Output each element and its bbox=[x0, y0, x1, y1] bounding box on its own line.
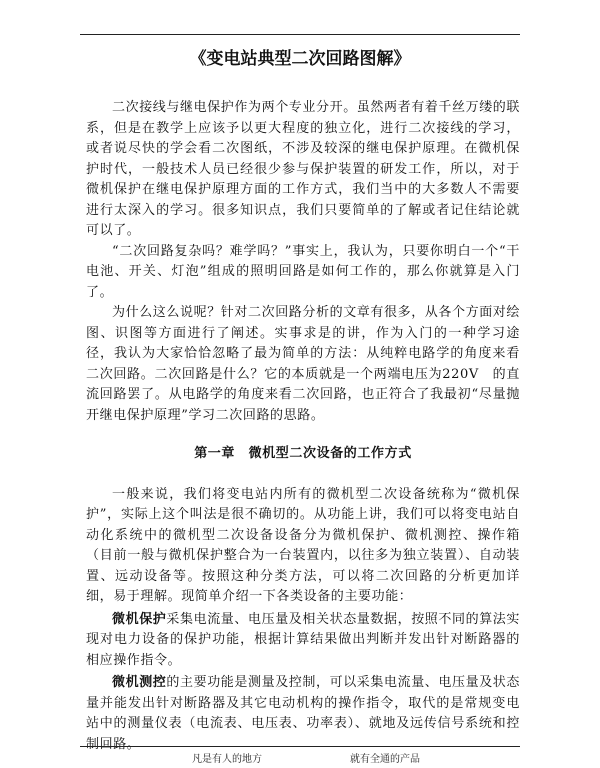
chapter-paragraph-2 bbox=[86, 610, 520, 672]
document-body bbox=[86, 98, 520, 755]
footer-rule bbox=[80, 746, 520, 747]
intro-paragraph-2: “二次回路复杂吗？难学吗？”事实上，我认为，只要你明白一个“干电池、开关、灯泡”组成的照明回路是如何工作的，那么你就算是入门了。 bbox=[86, 243, 520, 300]
intro-paragraph-3: 为什么这么说呢？针对二次回路分析的文章有很多，从各个方面对绘图、识图等方面进行了阐述。实事求是的讲，作为入门的一种学习途径，我认为大家恰恰忽略了最为简单的方法：从纯粹电路学的角度来看二次回路。二次回路是什么？它的本质就是一个两端电压为220V 的直流回路罢了。从电路学的角度来看二次回路，也正符合了我最初“尽量抛开继电保护原理”学习二次回路的思路。 bbox=[86, 305, 521, 423]
page-footer bbox=[0, 750, 600, 766]
term-measurement-control: 微机测控 bbox=[112, 675, 167, 690]
intro-paragraph-1: 二次接线与继电保护作为两个专业分开。虽然两者有着千丝万缕的联系，但是在教学上应该予以更大程度的独立化，进行二次接线的学习，或者说尽快的学会看二次图纸，不涉及较深的继电保护原理。在微机保护时代，一般技术人员已经很少参与保护装置的研发工作，所以，对于微机保护在继电保护原理方面的工作方式，我们当中的大多数人不需要进行太深入的学习。很多知识点，我们只要简单的了解或者记住结论就可以了。 bbox=[86, 100, 521, 238]
footer-right-text: 就有全通的产品 bbox=[350, 754, 420, 765]
chapter-paragraph-3 bbox=[86, 673, 520, 755]
chapter-paragraph-3-text: 的主要功能是测量及控制，可以采集电流量、电压量及状态量并能发出针对断路器及其它电动机构的操作指令，取代的是常规变电站中的测量仪表（电流表、电压表、功率表）、就地及远传信号系统和控制回路。 bbox=[86, 675, 521, 752]
footer-left-text: 凡是有人的地方 bbox=[192, 754, 262, 765]
chapter-paragraph-2-text: 采集电流量、电压量及相关状态量数据，按照不同的算法实现对电力设备的保护功能，根据计算结果做出判断并发出针对断路器的相应操作指令。 bbox=[86, 611, 521, 668]
term-microprotection: 微机保护 bbox=[112, 611, 167, 627]
chapter-heading: 第一章 微机型二次设备的工作方式 bbox=[194, 446, 412, 461]
header-rule bbox=[80, 34, 520, 35]
document-title: 《变电站典型二次回路图解》 bbox=[189, 49, 411, 69]
chapter-paragraph-1: 一般来说，我们将变电站内所有的微机型二次设备统称为“微机保护”，实际上这个叫法是很不确切的。从功能上讲，我们可以将变电站自动化系统中的微机型二次设备设备分为微机保护、微机测控、操作箱（目前一般与微机保护整合为一台装置内，以往多为独立装置）、自动装置、远动设备等。按照这种分类方法，可以将二次回路的分析更加详细，易于理解。现简单介绍一下各类设备的主要功能： bbox=[86, 486, 520, 604]
